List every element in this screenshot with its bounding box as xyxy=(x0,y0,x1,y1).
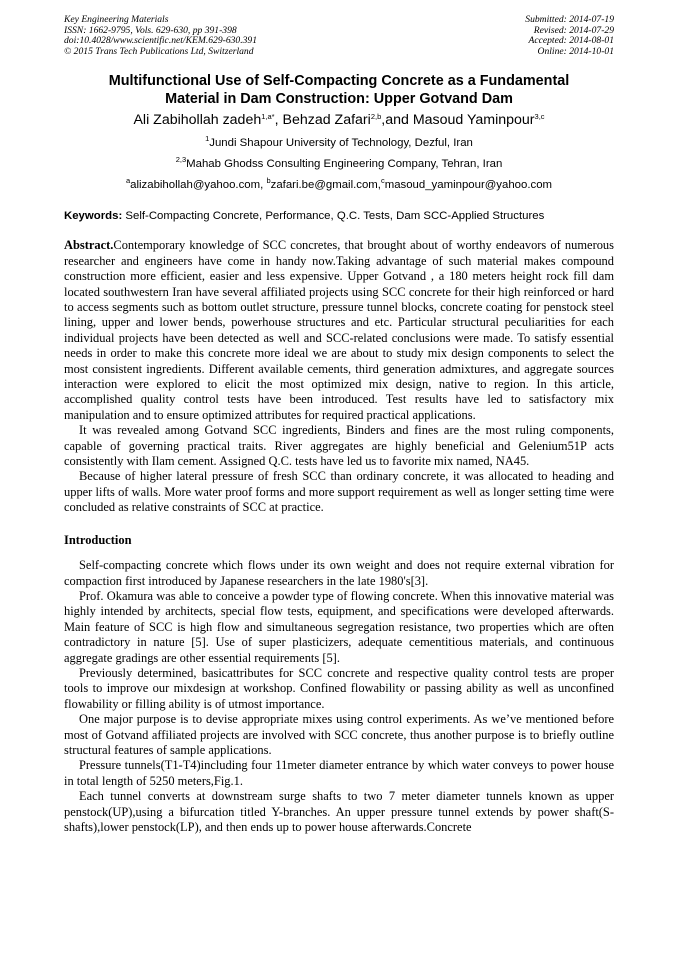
date-online: Online: 2014-10-01 xyxy=(537,45,614,57)
keywords-label: Keywords: xyxy=(64,210,123,223)
email-b[interactable]: zafari.be@gmail.com, xyxy=(270,179,381,192)
email-a[interactable]: alizabihollah@yahoo.com, xyxy=(130,179,267,192)
date-submitted: Submitted: 2014-07-19 xyxy=(525,14,614,25)
affiliation-1-sup: 1 xyxy=(205,134,210,144)
author-3: Masoud Yaminpour xyxy=(412,112,535,129)
affiliation-2-sup: 2,3 xyxy=(175,155,187,165)
email-a-sup: a xyxy=(125,176,131,186)
email-b-sup: b xyxy=(266,176,271,186)
intro-paragraph-1: Self-compacting concrete which flows under its own weight and does not require external vibration for compaction first introduced by Japanese researchers in the late 1980's[3]. xyxy=(64,558,614,588)
abstract-paragraph-3: Because of higher lateral pressure of fresh SCC than ordinary concrete, it was allocated to heading and upper lifts of walls. More water proof forms and more support requirement as well as longer setting time were concluded as relative constraints of SCC at practice. xyxy=(64,469,614,515)
paper-title xyxy=(64,72,614,108)
author-1-sup: 1,a* xyxy=(261,112,275,122)
email-c-sup: c xyxy=(380,176,385,186)
author-list xyxy=(64,111,614,130)
author-1: Ali Zabihollah zadeh xyxy=(133,112,262,129)
affiliation-1-text: Jundi Shapour University of Technology, Dezful, Iran xyxy=(209,137,473,150)
date-accepted: Accepted: 2014-08-01 xyxy=(528,35,614,47)
journal-copyright: © 2015 Trans Tech Publications Ltd, Switzerland xyxy=(64,45,254,57)
intro-paragraph-2: Prof. Okamura was able to conceive a powder type of flowing concrete. When this innovative material was highly intended by architects, special flow tests, equipment, and specifications were developed afterwards. Main feature of SCC is high flow and simultaneous segregation resistance, two properties which are often contradictory in nature [5]. Use of super plasticizers, adequate cementitious materials, and continuous aggregate gradings are other essential requirements [5]. xyxy=(64,588,614,665)
intro-paragraph-5: Pressure tunnels(T1-T4)including four 11meter diameter entrance by which water conveys to power house in total length of 5250 meters,Fig.1. xyxy=(64,758,614,788)
author-2-sup: 2,b xyxy=(370,112,382,122)
email-c[interactable]: masoud_yaminpour@yahoo.com xyxy=(384,179,553,192)
author-2: Behzad Zafari xyxy=(282,112,371,129)
keywords xyxy=(64,209,614,224)
author-sep-1: , xyxy=(274,112,283,129)
journal-issn: ISSN: 1662-9795, Vols. 629-630, pp 391-398 xyxy=(64,24,237,36)
journal-doi[interactable]: doi:10.4028/www.scientific.net/KEM.629-630.391 xyxy=(64,35,258,47)
abstract-label: Abstract. xyxy=(64,238,114,253)
author-sep-2: ,and xyxy=(381,112,413,129)
intro-paragraph-6: Each tunnel converts at downstream surge shafts to two 7 meter diameter tunnels known as upper penstock(UP),using a bifurcation titled Y-branches. An upper pressure tunnel extends by power shaft(S-shafts),lower penstock(LP), and then ends up to power house afterwards.Concrete xyxy=(64,789,614,834)
journal-name: Key Engineering Materials xyxy=(64,14,169,25)
date-revised: Revised: 2014-07-29 xyxy=(533,24,614,36)
author-emails xyxy=(64,178,614,193)
abstract-p1-text: Contemporary knowledge of SCC concretes, that brought about of worthy endeavors of numerous researcher and engineers have come in handy now.Taking advantage of such material makes compound construction more efficient, easier and less expensive. Upper Gotvand , a 180 meters height rock fill dam located southwestern Iran have several affiliated projects using SCC concrete for their high reinforced or hard to access segments such as bottom outlet structure, pressure tunnel blocks, concrete coating for penstock steel lining, upper and lower bends, powerhouse structures and etc. Particular structural peculiarities for each individual projects have been detected as well and SCC-related conclusions were made. To satisfy essential needs in order to make this concrete more ideal we are about to study mix design components to select the most consistent ingredients. Different available cements, third generation admixtures, and aggregate sources interaction were explored to elicit the most optimized mix design, native to region. In this article, accomplished quality control tests have been introduced. Test results have led to satisfactory mix manipulation and to ensure optimized attributes for required practical applications. xyxy=(64,238,614,422)
journal-info xyxy=(64,15,257,57)
affiliation-2 xyxy=(64,157,614,172)
affiliation-1 xyxy=(64,136,614,151)
intro-paragraph-3: Previously determined, basicattributes for SCC concrete and respective quality control tests are proper tools to improve our mixdesign at workshop. Confined flowability or passing ability as well as unconfined flowability or filling ability is of utmost importance. xyxy=(64,665,614,711)
introduction-heading: Introduction xyxy=(64,532,132,547)
affiliation-2-text: Mahab Ghodss Consulting Engineering Company, Tehran, Iran xyxy=(186,158,503,171)
abstract-paragraph-1 xyxy=(64,238,614,423)
journal-header xyxy=(64,15,614,57)
abstract-paragraph-2: It was revealed among Gotvand SCC ingredients, Binders and fines are the most ruling components, capable of governing practical traits. River aggregates are highly beneficial and Gelenium51P acts consistently with Ilam cement. Assigned Q.C. tests have led us to favorite mix named, NA45. xyxy=(64,423,614,469)
author-3-sup: 3,c xyxy=(534,112,545,122)
intro-paragraph-4: One major purpose is to devise appropriate mixes using control experiments. As we’ve mentioned before most of Gotvand affiliated projects are involved with SCC concrete, thus another purpose is to briefly outline structural features of sample applications. xyxy=(64,712,614,757)
title-line-1: Multifunctional Use of Self-Compacting Concrete as a Fundamental xyxy=(108,73,570,90)
keywords-text: Self-Compacting Concrete, Performance, Q.C. Tests, Dam SCC-Applied Structures xyxy=(122,210,545,223)
paper-body xyxy=(64,238,614,835)
publication-dates xyxy=(525,15,614,57)
title-line-2: Material in Dam Construction: Upper Gotvand Dam xyxy=(165,91,513,108)
